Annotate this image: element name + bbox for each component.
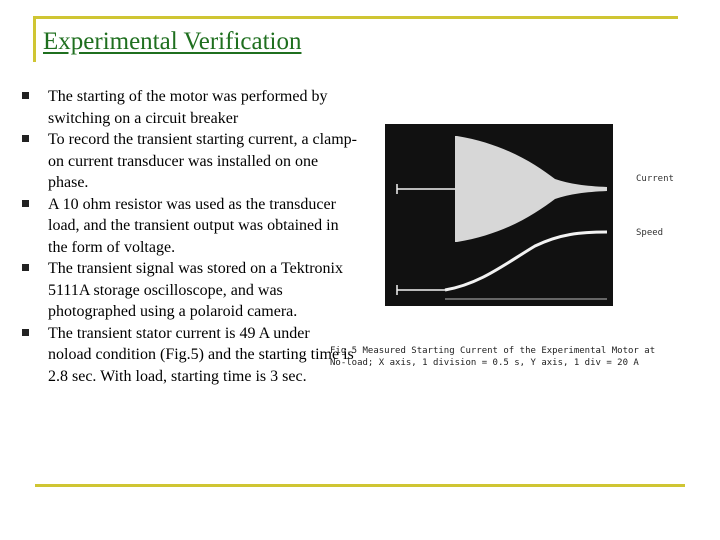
bullet-marker-icon: [22, 264, 29, 271]
bullet-text: The starting of the motor was performed by switching on a circuit breaker: [48, 88, 328, 127]
bullet-marker-icon: [22, 135, 29, 142]
bullet-text: The transient stator current is 49 A under noload condition (Fig.5) and the starting time is 2.8 sec. With load, starting time is 3 sec.: [48, 324, 354, 385]
caption-line: No-load; X axis, 1 division = 0.5 s, Y axis, 1 div = 20 A: [330, 358, 639, 368]
bullet-marker-icon: [22, 92, 29, 99]
bullet-item: [22, 194, 357, 259]
bullet-marker-icon: [22, 329, 29, 336]
bullet-marker-icon: [22, 200, 29, 207]
bullet-item: [22, 86, 357, 129]
bullet-item: [22, 323, 357, 388]
oscilloscope-figure: [330, 120, 720, 380]
slide-title: Experimental Verification: [43, 28, 302, 55]
figure-caption: [330, 345, 720, 369]
caption-line: Fig.5 Measured Starting Current of the Experimental Motor at: [330, 346, 656, 356]
bullet-item: [22, 258, 357, 323]
oscilloscope-photo: [385, 124, 613, 306]
bullet-text: The transient signal was stored on a Tektronix 5111A storage oscilloscope, and was photographed using a polaroid camera.: [48, 260, 343, 320]
bullet-item: [22, 129, 357, 194]
bottom-rule: [35, 484, 685, 487]
bullet-text: A 10 ohm resistor was used as the transducer load, and the transient output was obtained in the form of voltage.: [48, 195, 339, 256]
bullet-text: To record the transient starting current, a clamp-on current transducer was installed on one phase.: [48, 131, 357, 191]
bullet-list: [22, 86, 357, 387]
top-rule: [33, 16, 678, 19]
speed-label: Speed: [636, 228, 664, 238]
left-rule: [33, 16, 36, 62]
current-label: Current: [636, 174, 674, 184]
